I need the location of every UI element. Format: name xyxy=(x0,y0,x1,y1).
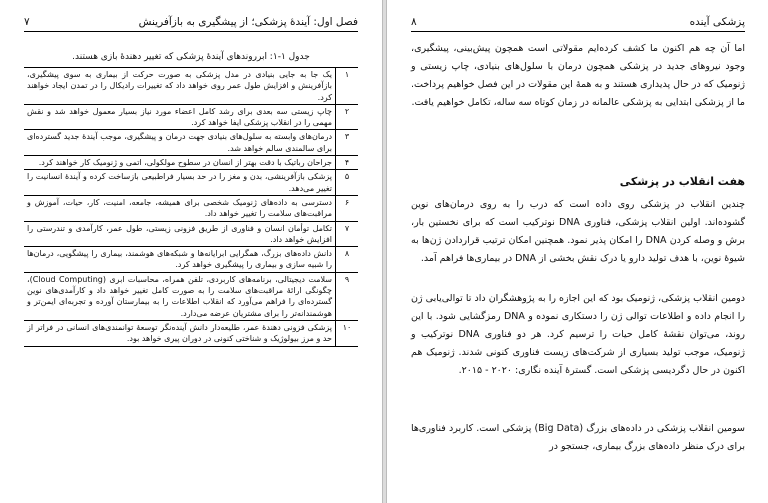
trends-table xyxy=(24,67,358,347)
row-number: ۲ xyxy=(336,104,359,130)
left-page-number: ۷ xyxy=(24,16,30,28)
table-row xyxy=(24,130,358,156)
row-number: ۹ xyxy=(336,272,359,320)
paragraph-3: سومین انقلاب پزشکی در داده‌های بزرگ (Big Data) پزشکی است. کاربرد فناوری‌ها برای درک منظر داده‌های بزرگ بیماری، جستجو در xyxy=(411,423,746,452)
row-text: جراحان رباتیک با دقت بهتر از انسان در سطوح مولکولی، اتمی و ژنومیک کار خواهند کرد. xyxy=(24,156,336,170)
row-number: ۳ xyxy=(336,130,359,156)
intro-paragraph: اما آن چه هم اکنون ما کشف کرده‌ایم مقولاتی است همچون پیش‌بینی، پیشگیری، وجود نیروهای جدید در پزشکی همچون درمان با سلول‌های بنیادی، چاپ زیستی و ژنومیک که در حال پدیداری هستند و به همهٔ این مقولات در این فصل خواهیم پرداخت. ما از پزشکی ابتدایی به پزشکی عالمانه در زمان کوتاه سه ساله، تکامل خواهیم یافت. xyxy=(411,43,745,108)
left-page-header xyxy=(24,10,358,32)
row-number: ۴ xyxy=(336,156,359,170)
table-row xyxy=(24,247,358,273)
table-row xyxy=(24,170,358,196)
row-text: پزشکی بازآفرینشی، بدن و مغز را در حد بسیار فراطبیعی بازساخت کرده و آیندهٔ انسانیت را تغییر می‌دهد. xyxy=(24,170,336,196)
right-header-title: پزشکی آینده xyxy=(689,16,745,28)
row-number: ۱ xyxy=(336,68,359,105)
section-title: هفت انقلاب در پزشکی xyxy=(619,175,745,188)
right-page-header xyxy=(411,10,745,32)
table-row xyxy=(24,104,358,130)
row-number: ۶ xyxy=(336,195,359,221)
right-page xyxy=(386,0,768,503)
row-number: ۵ xyxy=(336,170,359,196)
row-text: سلامت دیجیتالی، برنامه‌های کاربردی، تلفن همراه، محاسبات ابری (Cloud Computing)، چگونگی ارائهٔ مراقبت‌های سلامت را به صورت کامل تغییر خواهد داد و کارآمدی‌های نوین گسترده‌ای را فراهم می‌آورد که انقلاب اطلاعات را به بیمارستان آورده و تجربه‌ای ایمن‌تر و هوشمندانه‌تر را برای مشتریان عرضه می‌دارد. xyxy=(24,272,336,320)
row-number: ۷ xyxy=(336,221,359,247)
left-page xyxy=(0,0,383,503)
table-row xyxy=(24,195,358,221)
row-number: ۱۰ xyxy=(336,320,359,346)
table-row xyxy=(24,272,358,320)
row-text: دانش داده‌های بزرگ، همگرایی ابرایانه‌ها و شبکه‌های هوشمند، بیماری را پیشگویی، درمان‌ها را شبیه سازی و بیماری را پیشگیری خواهد کرد. xyxy=(24,247,336,273)
table-row xyxy=(24,221,358,247)
paragraph-2: دومین انقلاب پزشکی، ژنومیک بود که این اجازه را به پژوهشگران داد تا توالی‌یابی ژن را انجام داده و اطلاعات توالی ژن را دستکاری نموده و DNA رمزگشایی شود. با این روند، می‌توان نقشهٔ کامل حیات را ترسیم کرد. هر دو فناوری DNA نوترکیب و ژنومیک، موجب تولید بسیاری از شرکت‌های زیست فناوری کنونی شدند. ژنومیک هم اکنون در حال دگردیسی پزشکی است. گسترهٔ آینده نگاری: ۲۰۲۰ - ۲۰۱۵. xyxy=(411,293,745,376)
row-text: دسترسی به داده‌های ژنومیک شخصی برای همیشه، جامعه، امنیت، کار، حیات، آموزش و مراقبت‌های سلامت را تغییر خواهد داد. xyxy=(24,195,336,221)
row-text: یک جا به جایی بنیادی در مدل پزشکی به صورت حرکت از بیماری به سوی پیشگیری، بازآفرینش و افزایش طول عمر روی خواهد داد که تغییرات رادیکال را در تمدن ایجاد خواهند کرد. xyxy=(24,68,336,105)
row-text: تکامل توأمان انسان و فناوری از طریق فزونی زیستی، طول عمر، کارآمدی و تندرستی را افزایش خواهد داد. xyxy=(24,221,336,247)
left-header-title: فصل اول: آیندهٔ پزشکی؛ از پیشگیری به بازآفرینش xyxy=(138,16,358,28)
right-page-number: ۸ xyxy=(411,16,417,28)
table-row xyxy=(24,320,358,346)
table-row xyxy=(24,68,358,105)
paragraph-1: چندین انقلاب در پزشکی روی داده است که درب را به روی درمان‌های نوین گشوده‌اند. اولین انقلاب پزشکی، فناوری DNA نوترکیب است که برای نخستین بار، برش و وصله کردن DNA را امکان پذیر نمود. همچنین امکان ترتیب قراردادن ژن‌ها به شیوهٔ نوین، با هدف تولید دارو یا درک نقش بخشی از DNA در بیماری‌ها فراهم آمد. xyxy=(411,199,746,264)
table-caption: جدول ۱-۱: ابرروندهای آیندهٔ پزشکی که تغییر دهندهٔ بازی هستند. xyxy=(72,52,310,62)
row-text: درمان‌های وابسته به سلول‌های بنیادی جهت درمان و پیشگیری، موجب آیندهٔ جدید گسترده‌ای برای سالمندی سالم خواهد شد. xyxy=(24,130,336,156)
row-number: ۸ xyxy=(336,247,359,273)
table-row xyxy=(24,156,358,170)
row-text: پزشکی فزونی دهندهٔ عمر، طلیعه‌دار دانش آینده‌نگر توسعهٔ توانمندی‌های انسانی در فراتر از حد و مرز بیولوژیک و شناختی کنونی در دوران پیری خواهد بود. xyxy=(24,320,336,346)
row-text: چاپ زیستی سه بعدی برای رشد کامل اعضاء مورد نیاز بسیار معمول خواهد شد و نقش مهمی را در انقلاب پزشکی ایفا خواهد کرد. xyxy=(24,104,336,130)
